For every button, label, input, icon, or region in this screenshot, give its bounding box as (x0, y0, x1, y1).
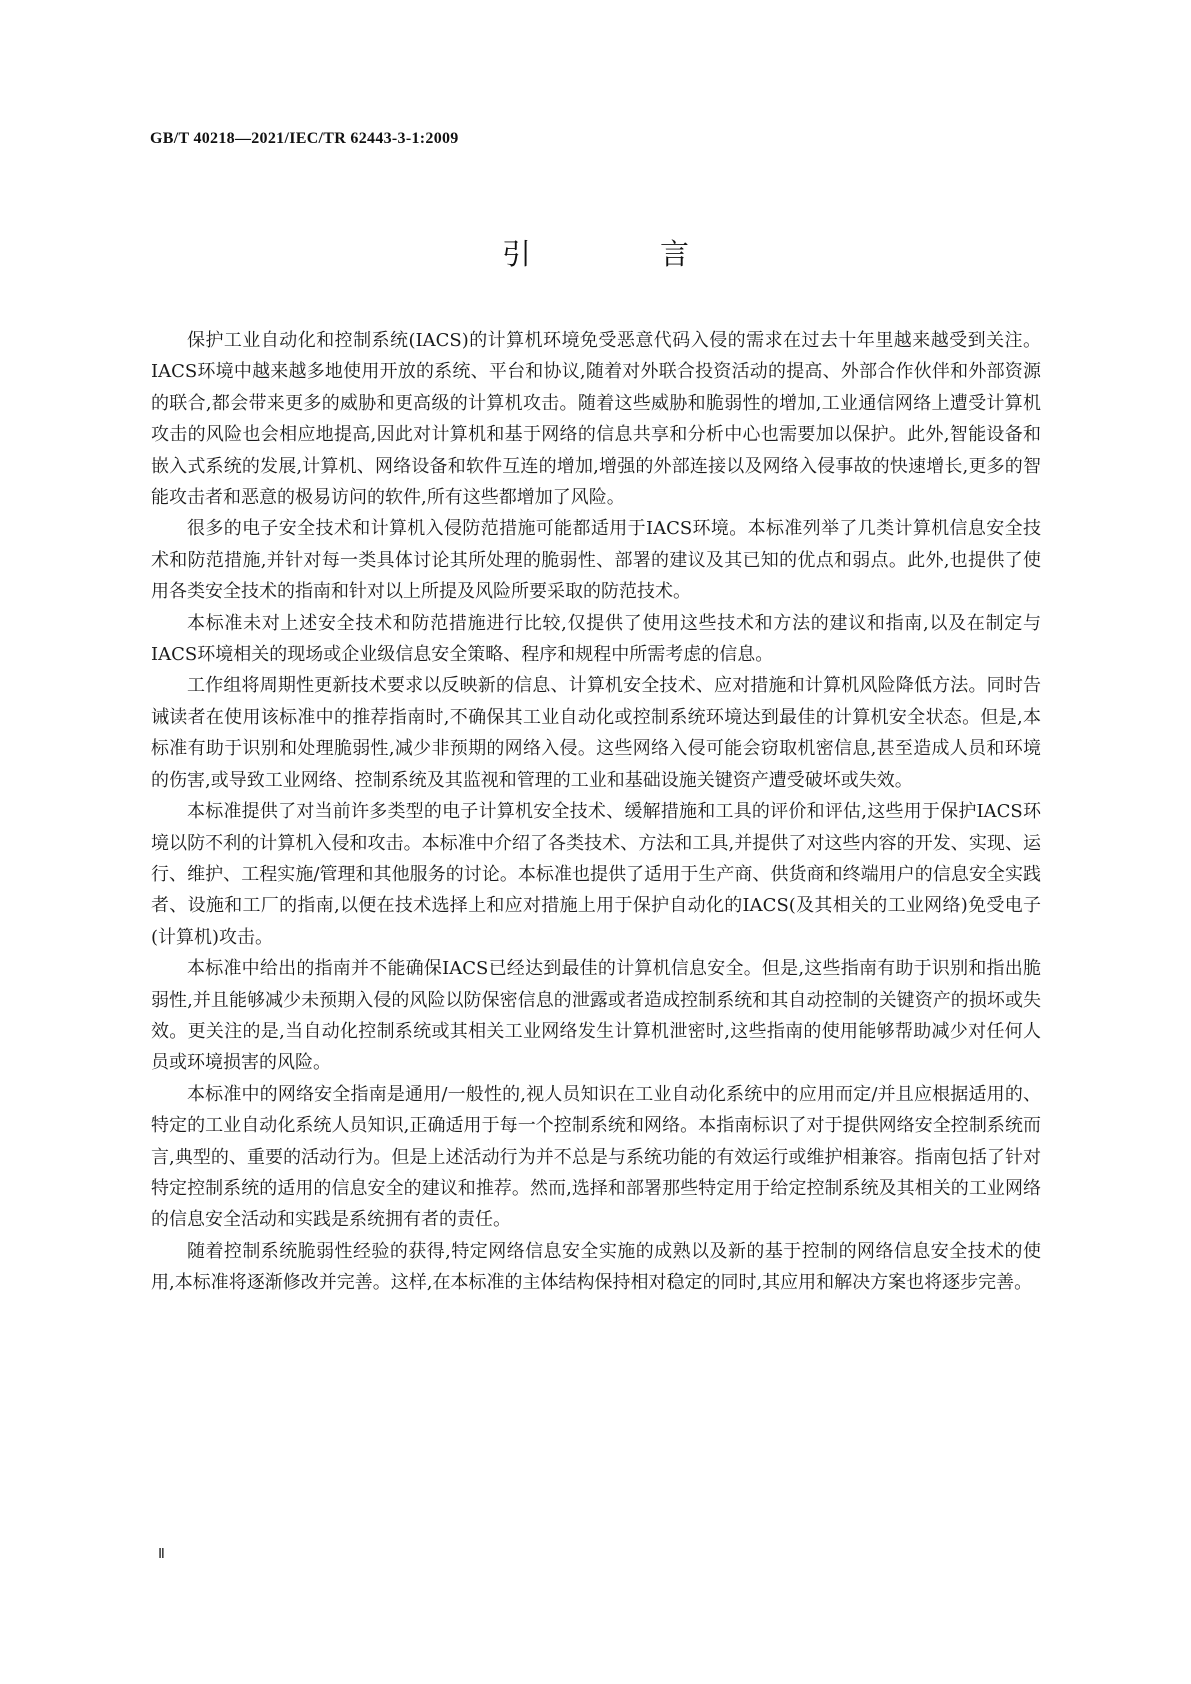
paragraph-6: 本标准中给出的指南并不能确保IACS已经达到最佳的计算机信息安全。但是,这些指南有助于识别和指出脆弱性,并且能够减少未预期入侵的风险以防保密信息的泄露或者造成控制系统和其自动控制的关键资产的损坏或失效。更关注的是,当自动化控制系统或其相关工业网络发生计算机泄密时,这些指南的使用能够帮助减少对任何人员或环境损害的风险。 (151, 958, 1041, 1074)
paragraph-1: 保护工业自动化和控制系统(IACS)的计算机环境免受恶意代码入侵的需求在过去十年里越来越受到关注。IACS环境中越来越多地使用开放的系统、平台和协议,随着对外联合投资活动的提高、外部合作伙伴和外部资源的联合,都会带来更多的威胁和更高级的计算机攻击。随着这些威胁和脆弱性的增加,工业通信网络上遭受计算机攻击的风险也会相应地提高,因此对计算机和基于网络的信息共享和分析中心也需要加以保护。此外,智能设备和嵌入式系统的发展,计算机、网络设备和软件互连的增加,增强的外部连接以及网络入侵事故的快速增长,更多的智能攻击者和恶意的极易访问的软件,所有这些都增加了风险。 (151, 330, 1041, 509)
paragraph-4: 工作组将周期性更新技术要求以反映新的信息、计算机安全技术、应对措施和计算机风险降低方法。同时告诫读者在使用该标准中的推荐指南时,不确保其工业自动化或控制系统环境达到最佳的计算机安全状态。但是,本标准有助于识别和处理脆弱性,减少非预期的网络入侵。这些网络入侵可能会窃取机密信息,甚至造成人员和环境的伤害,或导致工业网络、控制系统及其监视和管理的工业和基础设施关键资产遭受破坏或失效。 (151, 675, 1041, 791)
section-title: 引 言 (501, 237, 739, 271)
standard-code-header: GB/T 40218—2021/IEC/TR 62443-3-1:2009 (150, 130, 459, 147)
paragraph-3: 本标准未对上述安全技术和防范措施进行比较,仅提供了使用这些技术和方法的建议和指南,以及在制定与IACS环境相关的现场或企业级信息安全策略、程序和规程中所需考虑的信息。 (151, 612, 1041, 666)
paragraph-7: 本标准中的网络安全指南是通用/一般性的,视人员知识在工业自动化系统中的应用而定/并且应根据适用的、特定的工业自动化系统人员知识,正确适用于每一个控制系统和网络。本指南标识了对于提供网络安全控制系统而言,典型的、重要的活动行为。但是上述活动行为并不总是与系统功能的有效运行或维护相兼容。指南包括了针对特定控制系统的适用的信息安全的建议和推荐。然而,选择和部署那些特定用于给定控制系统及其相关的工业网络的信息安全活动和实践是系统拥有者的责任。 (151, 1083, 1041, 1231)
page-number: Ⅱ (158, 1547, 165, 1562)
paragraph-2: 很多的电子安全技术和计算机入侵防范措施可能都适用于IACS环境。本标准列举了几类计算机信息安全技术和防范措施,并针对每一类具体讨论其所处理的脆弱性、部署的建议及其已知的优点和弱点。此外,也提供了使用各类安全技术的指南和针对以上所提及风险所要采取的防范技术。 (151, 518, 1041, 603)
paragraph-5: 本标准提供了对当前许多类型的电子计算机安全技术、缓解措施和工具的评价和评估,这些用于保护IACS环境以防不利的计算机入侵和攻击。本标准中介绍了各类技术、方法和工具,并提供了对这些内容的开发、实现、运行、维护、工程实施/管理和其他服务的讨论。本标准也提供了适用于生产商、供货商和终端用户的信息安全实践者、设施和工厂的指南,以便在技术选择上和应对措施上用于保护自动化的IACS(及其相关的工业网络)免受电子(计算机)攻击。 (151, 801, 1041, 948)
paragraph-8: 随着控制系统脆弱性经验的获得,特定网络信息安全实施的成熟以及新的基于控制的网络信息安全技术的使用,本标准将逐渐修改并完善。这样,在本标准的主体结构保持相对稳定的同时,其应用和解决方案也将逐步完善。 (151, 1240, 1041, 1294)
introduction-body (151, 325, 1041, 1299)
